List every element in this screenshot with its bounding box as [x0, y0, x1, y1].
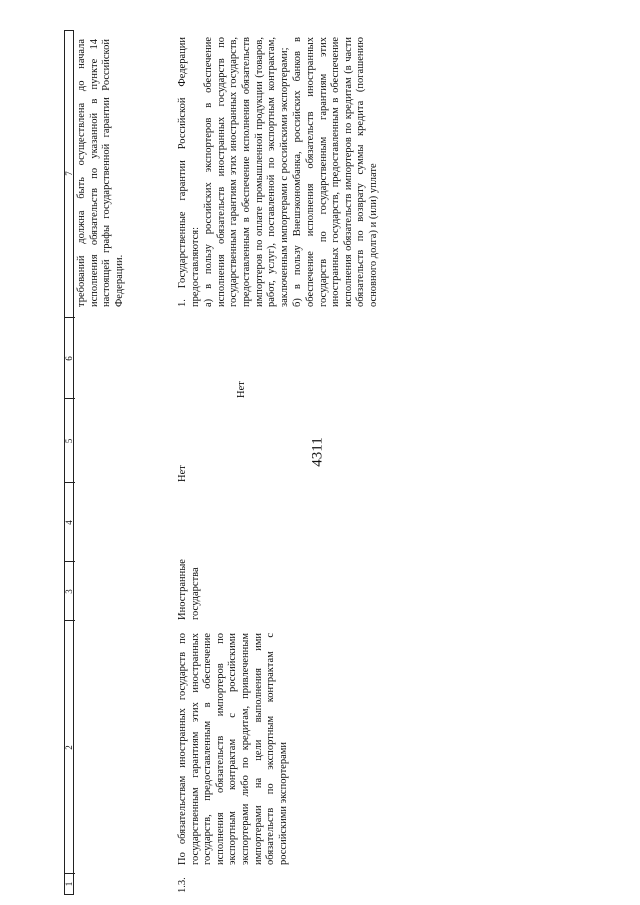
header-col-4: 4 [64, 520, 74, 525]
table-header-row [64, 30, 74, 895]
col5-value: Нет [177, 465, 188, 482]
continued-text: требований должна быть осуществлена до начала исполнения обязательств по указанной в пункте 14 настоящей графы государственной гарантии Российской Федерации. [76, 39, 125, 307]
table-container [64, 30, 602, 895]
condition-paragraph: 1. Государственные гарантии Российской Федерации предоставляются: [177, 37, 201, 307]
condition-paragraph: а) в пользу российских экспортеров в обеспечение исполнения обязательств иностранных государств по государственным гарантиям этих иностранных государств, предоставленным в обеспечение исполнения обязательств импортеров по оплате промышленной продукции (товаров, работ, услуг), поставленной по экспортным контрактам, заключенным импортерами с российскими экспортерами; [203, 37, 290, 307]
header-col-5: 5 [64, 438, 74, 444]
row-description: По обязательствам иностранных государств по государственным гарантиям этих иностранных государств, предоставленным в обеспечение исполнения обязательств импортеров по экспортным контрактам с российскими экспортерами либо по кредитам, привлеченным импортерами на цели выполнения ими обязательств по экспортным контрактам с российскими экспортерами [177, 633, 289, 865]
guarantee-table [64, 30, 602, 895]
conditions-text [177, 37, 382, 307]
page-number: 4311 [309, 437, 326, 467]
row-number: 1.3. [177, 877, 188, 893]
header-col-1: 1 [64, 881, 74, 887]
header-col-2: 2 [64, 745, 74, 750]
header-col-7: 7 [64, 171, 74, 176]
col6-value: Нет [236, 381, 247, 398]
creditor-category: Иностранные государства [177, 559, 201, 620]
header-col-6: 6 [64, 356, 74, 361]
header-col-3: 3 [64, 589, 74, 594]
condition-paragraph: б) в пользу Внешэкономбанка, российских банков в обеспечение исполнения обязательств иностранных государств по государственным гарантиям этих иностранных государств, предоставленным в обеспечение исполнения обязательств импортеров по кредитам (в части обязательств по возврату суммы кредита (погашению основного долга) и (или) уплате [292, 37, 379, 307]
